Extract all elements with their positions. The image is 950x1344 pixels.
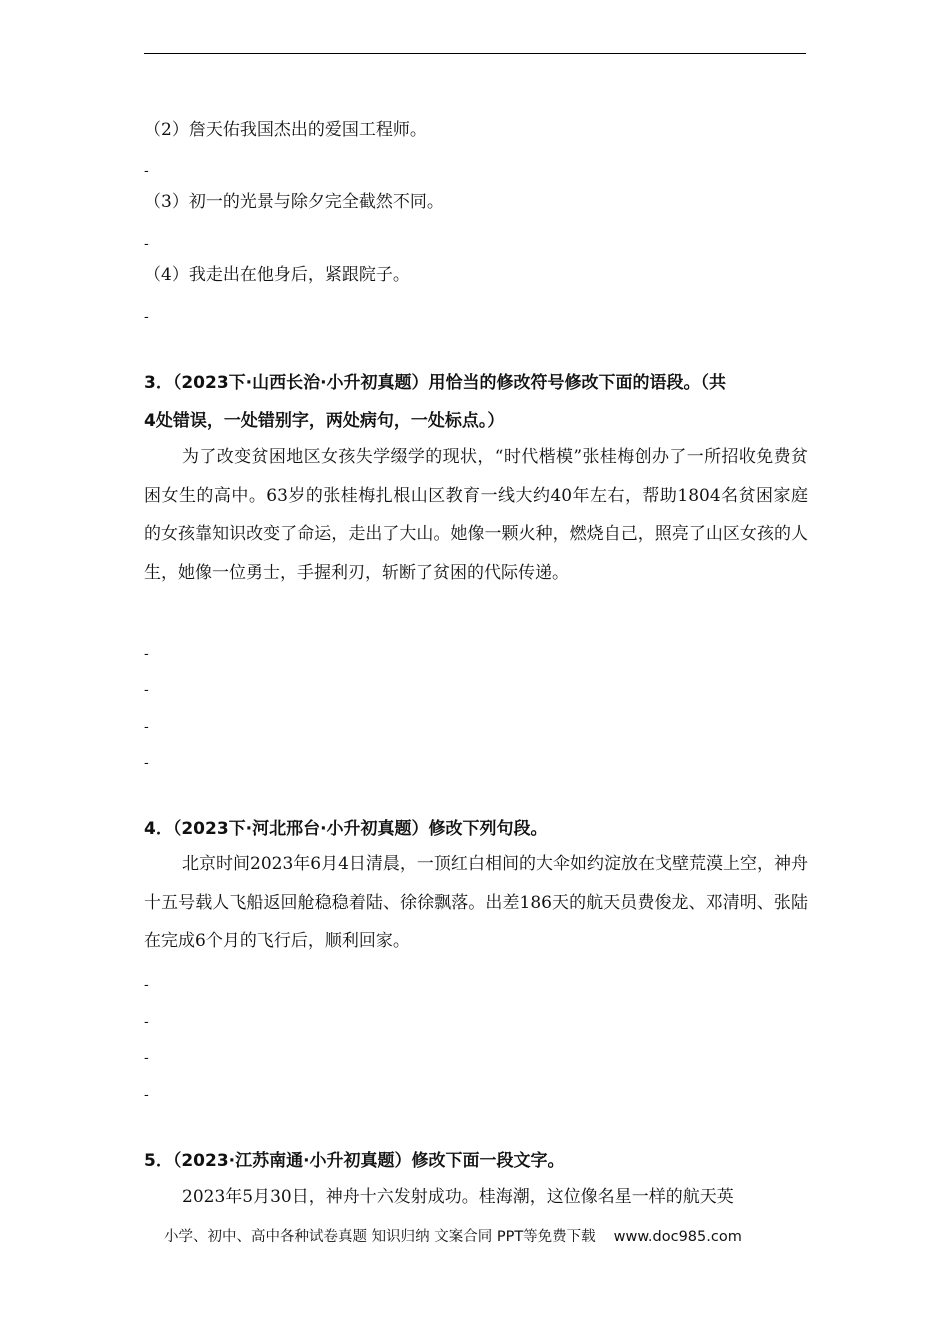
item-3-text: （3）初一的光景与除夕完全截然不同。 <box>144 192 444 212</box>
item-2-text: （2）詹天佑我国杰出的爱国工程师。 <box>144 120 427 140</box>
answer-blank: - <box>144 236 149 252</box>
page-footer <box>164 1227 742 1247</box>
question-3-paragraph: 为了改变贫困地区女孩失学缀学的现状，“时代楷模”张桂梅创办了一所招收免费贫困女生的高中。63岁的张桂梅扎根山区教育一线大约40年左右，帮助1804名贫困家庭的女孩靠知识改变了命运，走出了大山。她像一颗火种，燃烧自己，照亮了山区女孩的人生，她像一位勇士，手握利刃，斩断了贫困的代际传递。 <box>144 447 808 583</box>
answer-blank: - <box>144 755 149 771</box>
question-3-title-line2: 4处错误，一处错别字，两处病句，一处标点。） <box>144 411 505 431</box>
answer-blank: - <box>144 1087 149 1103</box>
footer-url-link[interactable]: www.doc985.com <box>613 1229 742 1245</box>
answer-blank: - <box>144 646 149 662</box>
answer-blank: - <box>144 682 149 698</box>
question-3-title-line1: 3．（2023下·山西长治·小升初真题）用恰当的修改符号修改下面的语段。（共 <box>144 373 727 393</box>
header-rule <box>144 53 806 54</box>
answer-blank: - <box>144 1014 149 1030</box>
answer-blank: - <box>144 719 149 735</box>
question-4-title: 4．（2023下·河北邢台·小升初真题）修改下列句段。 <box>144 819 548 839</box>
answer-blank: - <box>144 163 149 179</box>
answer-blank: - <box>144 1050 149 1066</box>
question-5-title: 5．（2023·江苏南通·小升初真题）修改下面一段文字。 <box>144 1151 565 1171</box>
answer-blank: - <box>144 977 149 993</box>
footer-text: 小学、初中、高中各种试卷真题 知识归纳 文案合同 PPT等免费下载 <box>164 1229 596 1245</box>
answer-blank: - <box>144 309 149 325</box>
item-4-text: （4）我走出在他身后，紧跟院子。 <box>144 265 410 285</box>
question-5-paragraph: 2023年5月30日，神舟十六发射成功。桂海潮，这位像名星一样的航天英 <box>182 1187 734 1207</box>
question-4-paragraph: 北京时间2023年6月4日清晨，一顶红白相间的大伞如约淀放在戈壁荒漠上空，神舟十五号载人飞船返回舱稳稳着陆、徐徐飘落。出差186天的航天员费俊龙、邓清明、张陆在完成6个月的飞行后，顺利回家。 <box>144 854 808 951</box>
